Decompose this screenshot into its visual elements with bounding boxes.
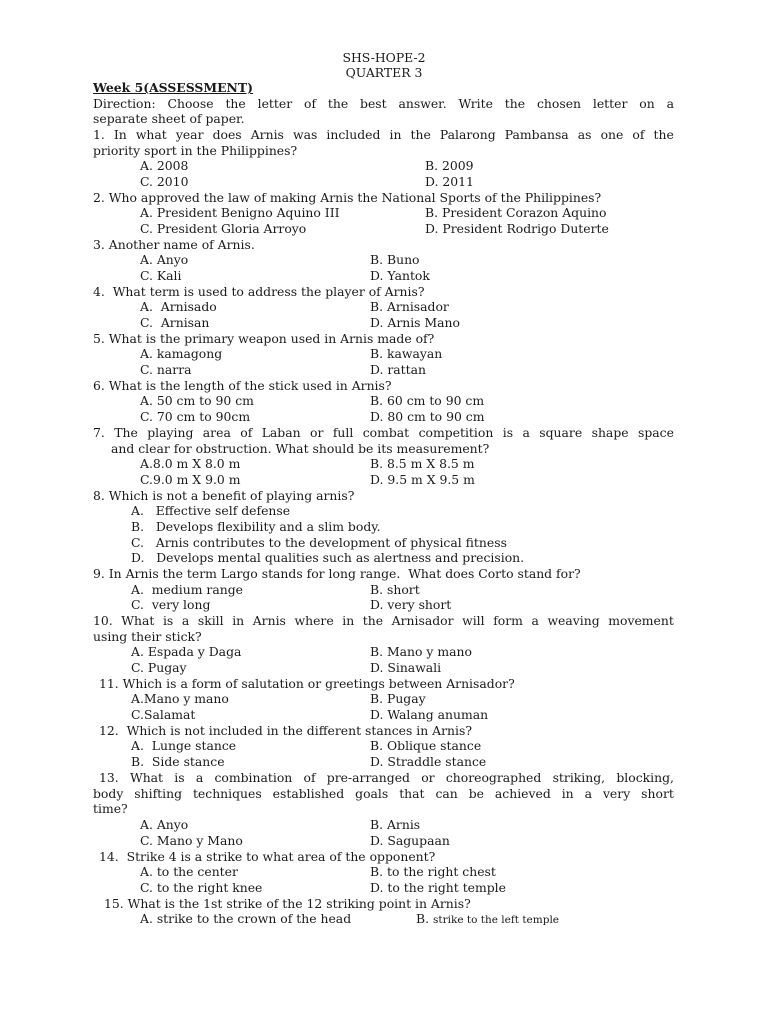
question-12-option-b: B. Oblique stance (370, 738, 482, 753)
question-10-stem-line-1: 10. What is a skill in Arnis where in the Arnisador will form a weaving movement (93, 613, 674, 628)
question-7-option-d: D. 9.5 m X 9.5 m (370, 472, 475, 487)
question-1-option-d: D. 2011 (425, 174, 474, 189)
question-11-option-b: B. Pugay (370, 691, 426, 706)
question-3-option-c: C. Kali (140, 268, 182, 283)
question-1-option-b: B. 2009 (425, 158, 474, 173)
question-13-option-b: B. Arnis (370, 817, 421, 832)
question-4-option-b: B. Arnisador (370, 299, 449, 314)
direction-line-1: Direction: Choose the letter of the best answer. Write the chosen letter on a (93, 96, 674, 111)
question-6-option-d: D. 80 cm to 90 cm (370, 409, 485, 424)
question-13-option-a: A. Anyo (140, 817, 189, 832)
question-1-option-a: A. 2008 (140, 158, 189, 173)
question-14-option-a: A. to the center (140, 864, 238, 879)
question-5-option-d: D. rattan (370, 362, 427, 377)
question-11-option-d: D. Walang anuman (370, 707, 489, 722)
question-7-option-b: B. 8.5 m X 8.5 m (370, 456, 475, 471)
question-7-stem-line-2: and clear for obstruction. What should be its measurement? (111, 441, 490, 456)
question-4-stem: 4. What term is used to address the player of Arnis? (93, 284, 425, 299)
question-13-stem-line-2: body shifting techniques established goals that can be achieved in a very short (93, 786, 674, 801)
question-3-option-a: A. Anyo (140, 252, 189, 267)
question-2-option-a: A. President Benigno Aquino III (140, 205, 340, 220)
question-10-stem-line-2: using their stick? (93, 629, 202, 644)
question-6-option-a: A. 50 cm to 90 cm (140, 393, 254, 408)
question-15-option-b-letter: B. (416, 911, 430, 926)
question-10-option-b: B. Mano y mano (370, 644, 472, 659)
question-6-stem: 6. What is the length of the stick used in Arnis? (93, 378, 392, 393)
question-11-option-c: C.Salamat (131, 707, 196, 722)
question-3-option-d: D. Yantok (370, 268, 430, 283)
question-14-stem: 14. Strike 4 is a strike to what area of the opponent? (99, 849, 436, 864)
question-7-option-c: C.9.0 m X 9.0 m (140, 472, 241, 487)
question-15-option-a: A. strike to the crown of the head (140, 911, 352, 926)
question-5-option-c: C. narra (140, 362, 192, 377)
question-12-option-d: D. Straddle stance (370, 754, 487, 769)
question-5-option-a: A. kamagong (140, 346, 223, 361)
question-8-option-c: C. Arnis contributes to the development of physical fitness (131, 535, 507, 550)
question-9-stem: 9. In Arnis the term Largo stands for long range. What does Corto stand for? (93, 566, 581, 581)
question-2-option-d: D. President Rodrigo Duterte (425, 221, 609, 236)
question-9-option-d: D. very short (370, 597, 452, 612)
question-15-option-b-text: strike to the left temple (433, 914, 560, 926)
question-4-option-d: D. Arnis Mano (370, 315, 460, 330)
question-11-option-a: A.Mano y mano (131, 691, 229, 706)
question-1-stem-line-1: 1. In what year does Arnis was included in the Palarong Pambansa as one of the (93, 127, 674, 142)
question-8-stem: 8. Which is not a benefit of playing arnis? (93, 488, 355, 503)
question-14-option-d: D. to the right temple (370, 880, 506, 895)
question-10-option-c: C. Pugay (131, 660, 187, 675)
question-7-stem-line-1: 7. The playing area of Laban or full combat competition is a square shape space (93, 425, 674, 440)
question-5-stem: 5. What is the primary weapon used in Arnis made of? (93, 331, 435, 346)
question-12-option-c: B. Side stance (131, 754, 225, 769)
question-2-stem: 2. Who approved the law of making Arnis the National Sports of the Philippines? (93, 190, 602, 205)
direction-line-2: separate sheet of paper. (93, 111, 245, 126)
question-5-option-b: B. kawayan (370, 346, 443, 361)
question-8-option-a: A. Effective self defense (131, 503, 291, 518)
question-2-option-b: B. President Corazon Aquino (425, 205, 607, 220)
question-12-stem: 12. Which is not included in the different stances in Arnis? (99, 723, 472, 738)
question-3-option-b: B. Buno (370, 252, 420, 267)
question-9-option-b: B. short (370, 582, 420, 597)
question-8-option-d: D. Develops mental qualities such as alertness and precision. (131, 550, 525, 565)
question-10-option-a: A. Espada y Daga (131, 644, 242, 659)
question-2-option-c: C. President Gloria Arroyo (140, 221, 307, 236)
question-14-option-b: B. to the right chest (370, 864, 496, 879)
question-13-stem-line-1: 13. What is a combination of pre-arranged or choreographed striking, blocking, (99, 770, 674, 785)
question-15-option-b (416, 911, 559, 927)
question-7-option-a: A.8.0 m X 8.0 m (140, 456, 241, 471)
question-13-option-c: C. Mano y Mano (140, 833, 243, 848)
question-13-option-d: D. Sagupaan (370, 833, 450, 848)
question-6-option-c: C. 70 cm to 90cm (140, 409, 251, 424)
question-9-option-a: A. medium range (131, 582, 243, 597)
question-1-stem-line-2: priority sport in the Philippines? (93, 143, 298, 158)
week-heading: Week 5(ASSESSMENT) (93, 80, 253, 95)
course-code: SHS-HOPE-2 (342, 50, 426, 65)
question-10-option-d: D. Sinawali (370, 660, 442, 675)
question-15-stem: 15. What is the 1st strike of the 12 striking point in Arnis? (104, 896, 471, 911)
question-6-option-b: B. 60 cm to 90 cm (370, 393, 485, 408)
question-3-stem: 3. Another name of Arnis. (93, 237, 255, 252)
quarter-label: QUARTER 3 (345, 65, 423, 80)
question-8-option-b: B. Develops flexibility and a slim body. (131, 519, 381, 534)
question-14-option-c: C. to the right knee (140, 880, 263, 895)
question-12-option-a: A. Lunge stance (131, 738, 237, 753)
question-11-stem: 11. Which is a form of salutation or greetings between Arnisador? (99, 676, 515, 691)
question-4-option-c: C. Arnisan (140, 315, 210, 330)
question-1-option-c: C. 2010 (140, 174, 189, 189)
question-13-stem-line-3: time? (93, 801, 128, 816)
question-9-option-c: C. very long (131, 597, 211, 612)
question-4-option-a: A. Arnisado (140, 299, 217, 314)
